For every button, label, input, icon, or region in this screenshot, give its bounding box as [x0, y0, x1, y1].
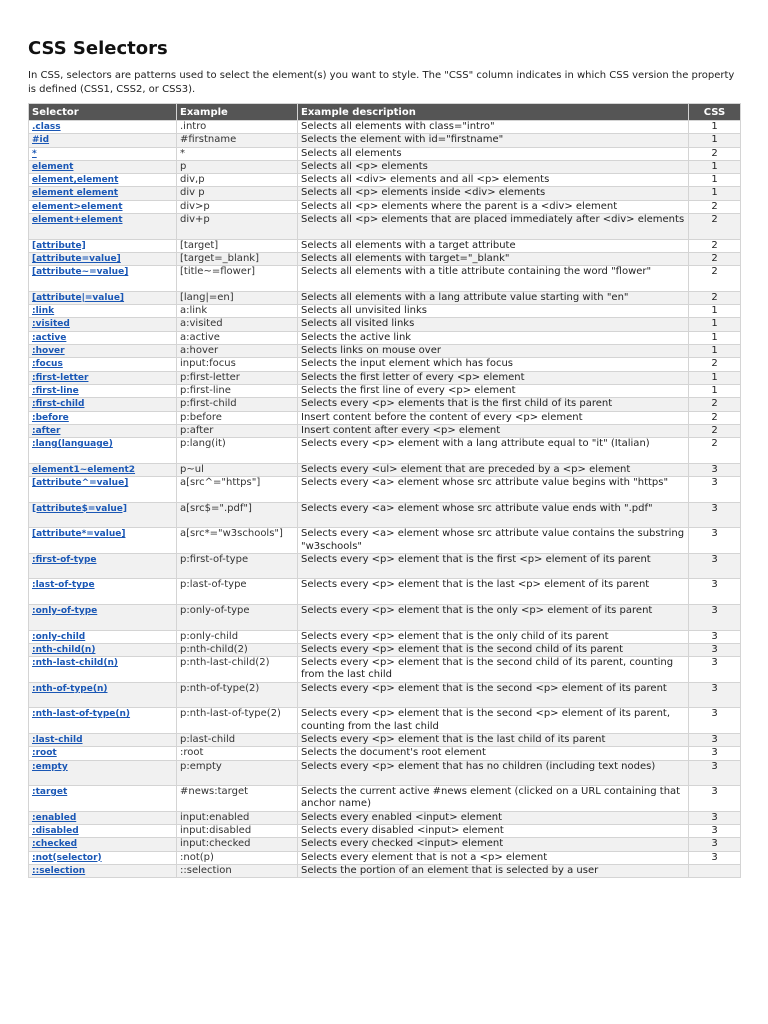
selector-cell	[29, 630, 177, 643]
table-row	[29, 630, 741, 643]
description-cell: Selects all visited links	[298, 318, 689, 331]
selector-link[interactable]: :last-of-type	[32, 580, 95, 591]
selector-link[interactable]: :only-of-type	[32, 605, 98, 616]
description-cell: Selects all <p> elements inside <div> elements	[298, 187, 689, 200]
example-cell: [lang|=en]	[177, 291, 298, 304]
table-row	[29, 200, 741, 213]
css-version-cell: 3	[689, 477, 741, 503]
css-version-cell: 3	[689, 630, 741, 643]
table-row	[29, 579, 741, 605]
example-cell: div+p	[177, 214, 298, 240]
css-version-cell: 3	[689, 747, 741, 760]
selector-cell	[29, 318, 177, 331]
selector-cell	[29, 411, 177, 424]
selector-cell	[29, 147, 177, 160]
css-version-cell: 1	[689, 331, 741, 344]
example-cell: .intro	[177, 121, 298, 134]
selector-cell	[29, 358, 177, 371]
css-version-cell: 2	[689, 398, 741, 411]
table-row	[29, 786, 741, 812]
selector-link[interactable]: element>element	[32, 201, 123, 212]
table-row	[29, 838, 741, 851]
selector-cell	[29, 528, 177, 554]
selector-cell	[29, 305, 177, 318]
table-row	[29, 331, 741, 344]
selector-cell	[29, 121, 177, 134]
selector-cell	[29, 331, 177, 344]
description-cell: Selects every <a> element whose src attribute value begins with "https"	[298, 477, 689, 503]
example-cell: ::selection	[177, 864, 298, 877]
selector-link[interactable]: ::selection	[32, 865, 86, 876]
css-version-cell: 1	[689, 174, 741, 187]
css-version-cell: 2	[689, 252, 741, 265]
table-row	[29, 502, 741, 528]
css-version-cell: 3	[689, 682, 741, 708]
css-version-cell: 2	[689, 239, 741, 252]
selector-cell	[29, 643, 177, 656]
example-cell: a:link	[177, 305, 298, 318]
description-cell: Selects every <p> element that is the second child of its parent	[298, 643, 689, 656]
table-row	[29, 134, 741, 147]
description-cell: Selects the portion of an element that is selected by a user	[298, 864, 689, 877]
example-cell: p:last-of-type	[177, 579, 298, 605]
example-cell: [title~=flower]	[177, 266, 298, 292]
selector-link[interactable]: :after	[32, 425, 61, 436]
example-cell: p:first-of-type	[177, 553, 298, 579]
table-row	[29, 864, 741, 877]
description-cell: Selects all elements with class="intro"	[298, 121, 689, 134]
selector-cell	[29, 187, 177, 200]
selector-link[interactable]: :before	[32, 412, 69, 423]
example-cell: a:hover	[177, 345, 298, 358]
example-cell: a[src$=".pdf"]	[177, 502, 298, 528]
selector-link[interactable]: [attribute=value]	[32, 253, 121, 264]
selector-cell	[29, 579, 177, 605]
table-row	[29, 733, 741, 746]
example-cell: a:active	[177, 331, 298, 344]
table-row	[29, 424, 741, 437]
table-row	[29, 682, 741, 708]
example-cell: p~ul	[177, 463, 298, 476]
css-version-cell: 1	[689, 384, 741, 397]
description-cell: Selects the active link	[298, 331, 689, 344]
css-version-cell: 1	[689, 160, 741, 173]
selector-cell	[29, 502, 177, 528]
selector-cell	[29, 477, 177, 503]
selector-cell	[29, 239, 177, 252]
example-cell: input:disabled	[177, 825, 298, 838]
table-row	[29, 643, 741, 656]
selector-cell	[29, 438, 177, 464]
description-cell: Selects all <p> elements that are placed immediately after <div> elements	[298, 214, 689, 240]
example-cell: p:only-child	[177, 630, 298, 643]
description-cell: Selects every <p> element that is the second <p> element of its parent, counting from the last child	[298, 708, 689, 734]
selector-cell	[29, 398, 177, 411]
css-version-cell: 1	[689, 187, 741, 200]
selector-cell	[29, 345, 177, 358]
table-row	[29, 747, 741, 760]
selector-cell	[29, 851, 177, 864]
css-version-cell: 3	[689, 838, 741, 851]
description-cell: Selects every <p> element that has no children (including text nodes)	[298, 760, 689, 786]
table-row	[29, 438, 741, 464]
selector-link[interactable]: :disabled	[32, 826, 79, 837]
example-cell: p:nth-last-child(2)	[177, 657, 298, 683]
table-row	[29, 760, 741, 786]
example-cell: [target]	[177, 239, 298, 252]
example-cell: *	[177, 147, 298, 160]
example-cell: a:visited	[177, 318, 298, 331]
selector-link[interactable]: .class	[32, 122, 61, 132]
example-cell: input:enabled	[177, 811, 298, 824]
description-cell: Selects all <p> elements	[298, 160, 689, 173]
description-cell: Selects every <p> element with a lang attribute equal to "it" (Italian)	[298, 438, 689, 464]
example-cell: input:checked	[177, 838, 298, 851]
description-cell: Selects every disabled <input> element	[298, 825, 689, 838]
table-row	[29, 187, 741, 200]
description-cell: Selects every <p> element that is the last child of its parent	[298, 733, 689, 746]
selector-cell	[29, 160, 177, 173]
description-cell: Selects the first letter of every <p> element	[298, 371, 689, 384]
table-row	[29, 384, 741, 397]
selector-link[interactable]: :first-letter	[32, 372, 89, 383]
selector-link[interactable]: :last-child	[32, 734, 83, 745]
table-row	[29, 345, 741, 358]
css-version-cell: 1	[689, 345, 741, 358]
table-row	[29, 147, 741, 160]
selector-link[interactable]: :first-line	[32, 385, 79, 396]
selector-link[interactable]: :nth-last-of-type(n)	[32, 709, 131, 720]
table-row	[29, 358, 741, 371]
description-cell: Selects every <p> elements that is the first child of its parent	[298, 398, 689, 411]
selector-link[interactable]: [attribute|=value]	[32, 292, 125, 303]
table-row	[29, 371, 741, 384]
selector-cell	[29, 825, 177, 838]
css-version-cell: 3	[689, 811, 741, 824]
description-cell: Selects the current active #news element (clicked on a URL containing that anchor name)	[298, 786, 689, 812]
table-row	[29, 398, 741, 411]
table-row	[29, 174, 741, 187]
css-version-cell: 3	[689, 604, 741, 630]
table-header-row	[29, 104, 741, 121]
example-cell: #news:target	[177, 786, 298, 812]
css-version-cell: 3	[689, 553, 741, 579]
header-description: Example description	[298, 104, 689, 121]
css-version-cell: 3	[689, 463, 741, 476]
selector-cell	[29, 786, 177, 812]
selector-cell	[29, 200, 177, 213]
description-cell: Selects every <ul> element that are preceded by a <p> element	[298, 463, 689, 476]
selector-link[interactable]: :visited	[32, 319, 70, 330]
intro-paragraph: In CSS, selectors are patterns used to select the element(s) you want to style. The "CSS" column indicates in which CSS version the property is defined (CSS1, CSS2, or CSS3).	[28, 70, 735, 95]
table-row	[29, 305, 741, 318]
selector-link[interactable]: :focus	[32, 359, 63, 370]
selector-cell	[29, 134, 177, 147]
table-row	[29, 121, 741, 134]
example-cell: p:before	[177, 411, 298, 424]
description-cell: Selects every <p> element that is the first <p> element of its parent	[298, 553, 689, 579]
table-row	[29, 291, 741, 304]
css-version-cell: 1	[689, 305, 741, 318]
css-version-cell: 1	[689, 371, 741, 384]
table-row	[29, 252, 741, 265]
selector-link[interactable]: [attribute]	[32, 240, 86, 251]
description-cell: Selects every <p> element that is the only <p> element of its parent	[298, 604, 689, 630]
selector-cell	[29, 811, 177, 824]
example-cell: p	[177, 160, 298, 173]
example-cell: p:lang(it)	[177, 438, 298, 464]
css-version-cell: 3	[689, 708, 741, 734]
selector-cell	[29, 214, 177, 240]
example-cell: input:focus	[177, 358, 298, 371]
example-cell: [target=_blank]	[177, 252, 298, 265]
description-cell: Selects every checked <input> element	[298, 838, 689, 851]
css-version-cell: 3	[689, 657, 741, 683]
selector-link[interactable]: #id	[32, 135, 50, 146]
selector-link[interactable]: :nth-child(n)	[32, 644, 96, 655]
selector-link[interactable]: :link	[32, 306, 55, 317]
example-cell: div,p	[177, 174, 298, 187]
css-version-cell: 2	[689, 200, 741, 213]
selectors-table	[28, 103, 741, 878]
description-cell: Selects every <a> element whose src attribute value ends with ".pdf"	[298, 502, 689, 528]
description-cell: Insert content after every <p> element	[298, 424, 689, 437]
example-cell: p:nth-of-type(2)	[177, 682, 298, 708]
selector-link[interactable]: :nth-of-type(n)	[32, 683, 108, 694]
example-cell: a[src*="w3schools"]	[177, 528, 298, 554]
css-version-cell: 2	[689, 424, 741, 437]
css-version-cell: 1	[689, 318, 741, 331]
example-cell: p:only-of-type	[177, 604, 298, 630]
selector-cell	[29, 463, 177, 476]
selector-link[interactable]: :nth-last-child(n)	[32, 658, 118, 669]
css-version-cell	[689, 864, 741, 877]
table-row	[29, 411, 741, 424]
example-cell: #firstname	[177, 134, 298, 147]
css-version-cell: 2	[689, 291, 741, 304]
description-cell: Selects the document's root element	[298, 747, 689, 760]
table-row	[29, 477, 741, 503]
selector-cell	[29, 733, 177, 746]
example-cell: div>p	[177, 200, 298, 213]
description-cell: Selects all elements with a target attribute	[298, 239, 689, 252]
selector-link[interactable]: :first-child	[32, 399, 85, 410]
example-cell: p:first-line	[177, 384, 298, 397]
table-row	[29, 708, 741, 734]
example-cell: p:empty	[177, 760, 298, 786]
css-version-cell: 3	[689, 786, 741, 812]
table-row	[29, 160, 741, 173]
table-body	[29, 121, 741, 878]
description-cell: Selects every <p> element that is the only child of its parent	[298, 630, 689, 643]
selector-cell	[29, 252, 177, 265]
description-cell: Selects all elements	[298, 147, 689, 160]
header-selector: Selector	[29, 104, 177, 121]
selector-cell	[29, 553, 177, 579]
css-version-cell: 1	[689, 134, 741, 147]
selector-link[interactable]: :active	[32, 332, 67, 343]
selector-link[interactable]: [attribute~=value]	[32, 267, 129, 278]
description-cell: Selects every element that is not a <p> element	[298, 851, 689, 864]
example-cell: :root	[177, 747, 298, 760]
selector-link[interactable]: :only-child	[32, 631, 86, 642]
css-version-cell: 3	[689, 528, 741, 554]
css-version-cell: 3	[689, 760, 741, 786]
css-version-cell: 1	[689, 121, 741, 134]
description-cell: Selects every <p> element that is the second <p> element of its parent	[298, 682, 689, 708]
selector-link[interactable]: :first-of-type	[32, 554, 97, 565]
css-version-cell: 3	[689, 851, 741, 864]
selector-link[interactable]: :not(selector)	[32, 852, 102, 863]
selector-cell	[29, 604, 177, 630]
selector-link[interactable]: :hover	[32, 346, 65, 357]
table-row	[29, 604, 741, 630]
selector-cell	[29, 682, 177, 708]
table-row	[29, 266, 741, 292]
description-cell: Selects the input element which has focus	[298, 358, 689, 371]
example-cell: p:nth-child(2)	[177, 643, 298, 656]
css-version-cell: 3	[689, 579, 741, 605]
example-cell: div p	[177, 187, 298, 200]
table-row	[29, 463, 741, 476]
css-version-cell: 2	[689, 266, 741, 292]
selector-cell	[29, 657, 177, 683]
css-version-cell: 2	[689, 358, 741, 371]
selector-link[interactable]: :enabled	[32, 812, 77, 823]
description-cell: Insert content before the content of every <p> element	[298, 411, 689, 424]
description-cell: Selects every enabled <input> element	[298, 811, 689, 824]
selector-link[interactable]: element	[32, 161, 74, 172]
description-cell: Selects all unvisited links	[298, 305, 689, 318]
selector-link[interactable]: :root	[32, 748, 57, 759]
example-cell: :not(p)	[177, 851, 298, 864]
css-version-cell: 2	[689, 411, 741, 424]
css-version-cell: 2	[689, 438, 741, 464]
selector-cell	[29, 708, 177, 734]
selector-cell	[29, 291, 177, 304]
css-version-cell: 3	[689, 643, 741, 656]
table-row	[29, 657, 741, 683]
css-version-cell: 3	[689, 733, 741, 746]
selector-cell	[29, 424, 177, 437]
selector-cell	[29, 384, 177, 397]
selector-link[interactable]: *	[32, 148, 37, 159]
header-example: Example	[177, 104, 298, 121]
table-row	[29, 553, 741, 579]
table-row	[29, 239, 741, 252]
selector-link[interactable]: [attribute^=value]	[32, 478, 129, 489]
css-version-cell: 2	[689, 147, 741, 160]
table-row	[29, 318, 741, 331]
example-cell: p:first-child	[177, 398, 298, 411]
page-title: CSS Selectors	[28, 38, 168, 59]
selector-cell	[29, 174, 177, 187]
selector-cell	[29, 266, 177, 292]
description-cell: Selects every <p> element that is the second child of its parent, counting from the last child	[298, 657, 689, 683]
header-css: CSS	[689, 104, 741, 121]
table-row	[29, 214, 741, 240]
selector-cell	[29, 838, 177, 851]
description-cell: Selects every <a> element whose src attribute value contains the substring "w3schools"	[298, 528, 689, 554]
selector-cell	[29, 760, 177, 786]
example-cell: p:last-child	[177, 733, 298, 746]
example-cell: p:nth-last-of-type(2)	[177, 708, 298, 734]
selector-cell	[29, 371, 177, 384]
example-cell: a[src^="https"]	[177, 477, 298, 503]
description-cell: Selects all elements with a title attribute containing the word "flower"	[298, 266, 689, 292]
example-cell: p:first-letter	[177, 371, 298, 384]
selector-link[interactable]: element element	[32, 188, 119, 199]
selector-link[interactable]: :checked	[32, 839, 78, 850]
selector-link[interactable]: :empty	[32, 761, 68, 772]
css-version-cell: 2	[689, 214, 741, 240]
description-cell: Selects the first line of every <p> element	[298, 384, 689, 397]
example-cell: p:after	[177, 424, 298, 437]
selector-link[interactable]: [attribute*=value]	[32, 529, 126, 540]
table-row	[29, 811, 741, 824]
table-row	[29, 825, 741, 838]
description-cell: Selects every <p> element that is the last <p> element of its parent	[298, 579, 689, 605]
css-version-cell: 3	[689, 502, 741, 528]
description-cell: Selects the element with id="firstname"	[298, 134, 689, 147]
description-cell: Selects all elements with a lang attribute value starting with "en"	[298, 291, 689, 304]
description-cell: Selects all <p> elements where the parent is a <div> element	[298, 200, 689, 213]
selector-link[interactable]: :lang(language)	[32, 439, 113, 450]
description-cell: Selects all <div> elements and all <p> elements	[298, 174, 689, 187]
table-row	[29, 528, 741, 554]
selector-link[interactable]: [attribute$=value]	[32, 503, 128, 514]
description-cell: Selects all elements with target="_blank"	[298, 252, 689, 265]
selector-link[interactable]: element1~element2	[32, 464, 136, 475]
selector-link[interactable]: :target	[32, 787, 68, 798]
css-version-cell: 3	[689, 825, 741, 838]
selector-link[interactable]: element,element	[32, 175, 119, 186]
table-row	[29, 851, 741, 864]
description-cell: Selects links on mouse over	[298, 345, 689, 358]
selector-cell	[29, 864, 177, 877]
selector-link[interactable]: element+element	[32, 215, 123, 226]
selector-cell	[29, 747, 177, 760]
